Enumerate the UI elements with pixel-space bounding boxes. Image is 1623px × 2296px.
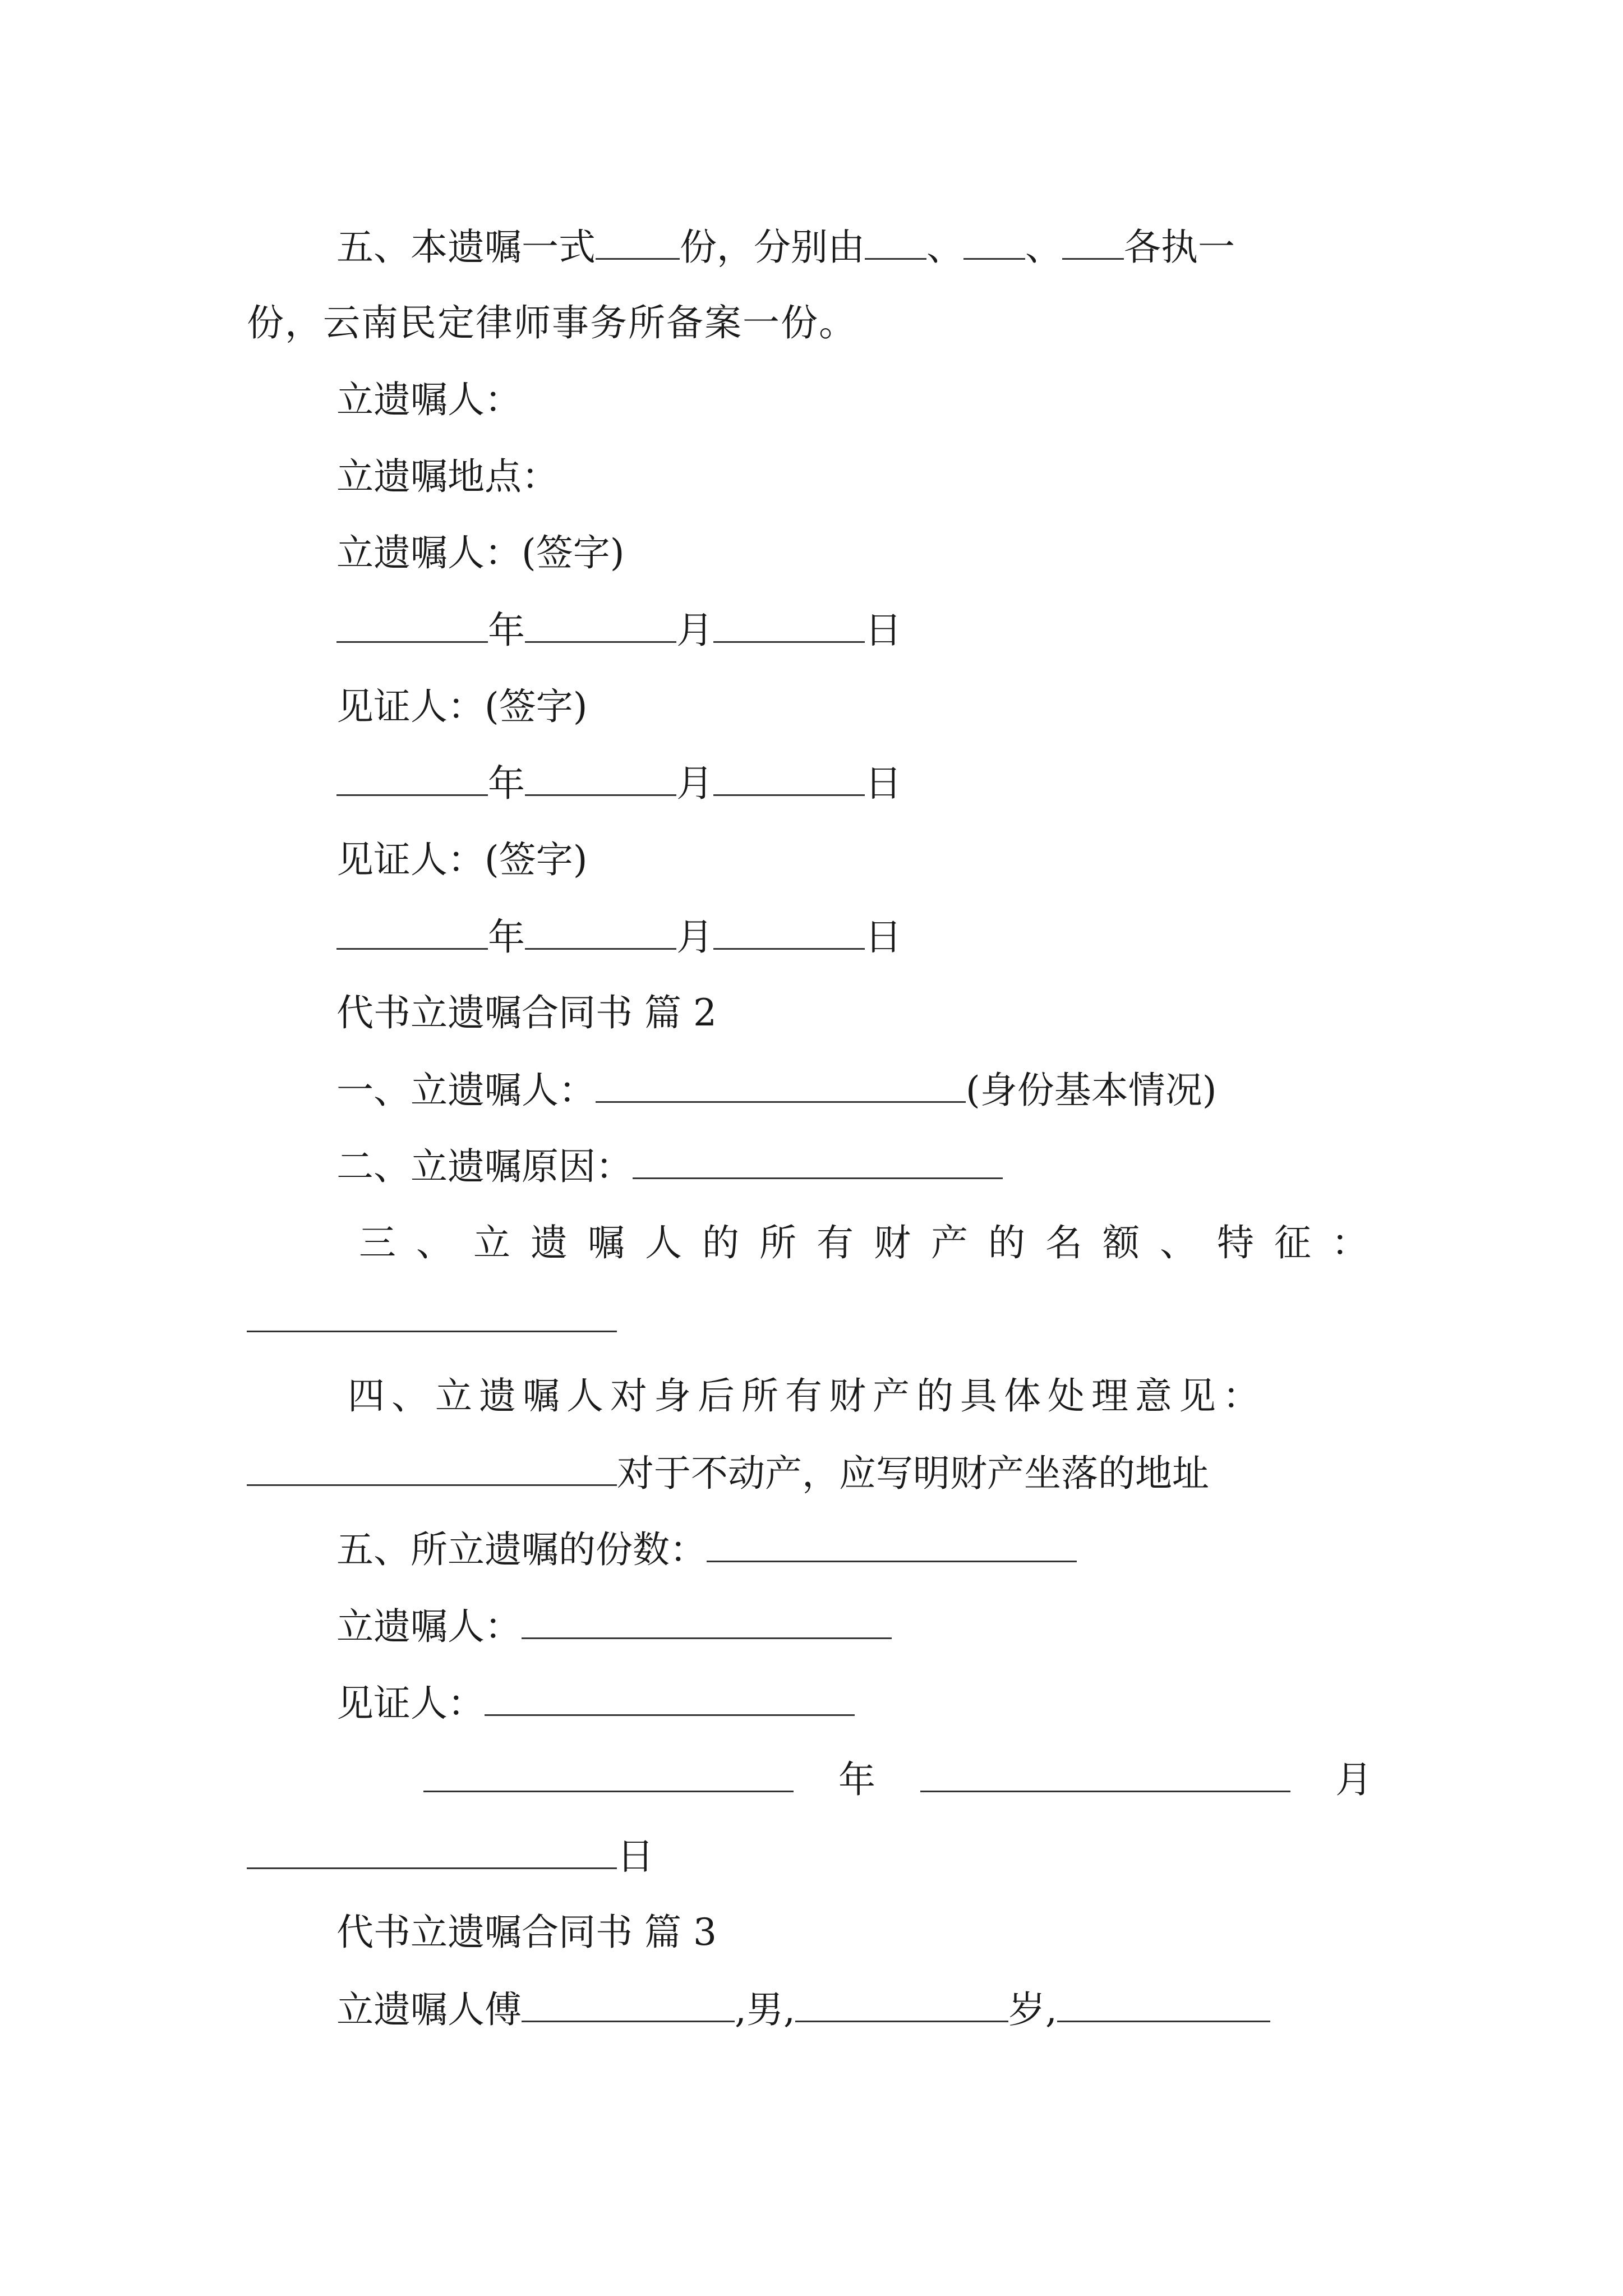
text: 五、所立遗嘱的份数： bbox=[336, 1528, 707, 1571]
clause-five-line1 bbox=[336, 224, 1235, 270]
day-label: 日 bbox=[865, 762, 902, 805]
date-line bbox=[336, 761, 902, 806]
date-line-wide bbox=[423, 1757, 1372, 1802]
date-line bbox=[336, 914, 902, 960]
blank bbox=[920, 1757, 1290, 1792]
month-label: 月 bbox=[676, 915, 713, 959]
witness-sign: 见证人：(签字) bbox=[336, 685, 588, 728]
month-label: 月 bbox=[676, 762, 713, 805]
heading-part-2: 代书立遗嘱合同书 篇 2 bbox=[336, 991, 717, 1034]
testator-sign: 立遗嘱人：(签字) bbox=[336, 531, 625, 574]
text: 岁, bbox=[1008, 1988, 1057, 2031]
blank bbox=[247, 1297, 617, 1332]
item-one bbox=[336, 1068, 1217, 1113]
blank bbox=[336, 914, 488, 950]
blank bbox=[713, 608, 865, 643]
item-three: 三、立遗嘱人的所有财产的名额、特征： bbox=[359, 1221, 1389, 1264]
text: 立遗嘱人傅 bbox=[336, 1988, 522, 2031]
blank bbox=[707, 1527, 1077, 1562]
text: 二、立遗嘱原因： bbox=[336, 1145, 633, 1188]
date-line-wide-day bbox=[247, 1834, 654, 1879]
blank bbox=[596, 1068, 966, 1103]
blank bbox=[247, 1451, 617, 1486]
text: 份，分别由 bbox=[680, 226, 865, 269]
blank bbox=[525, 608, 676, 643]
blank bbox=[522, 1604, 892, 1639]
year-label: 年 bbox=[488, 915, 525, 959]
text: 、 bbox=[926, 226, 963, 269]
text: ,男, bbox=[735, 1988, 795, 2031]
item-four-line2 bbox=[247, 1451, 1209, 1496]
blank bbox=[963, 224, 1025, 260]
blank bbox=[336, 761, 488, 796]
testator-line bbox=[336, 1604, 892, 1649]
blank bbox=[1062, 224, 1124, 260]
heading-part-3: 代书立遗嘱合同书 篇 3 bbox=[336, 1911, 717, 1954]
date-line bbox=[336, 608, 902, 653]
day-label: 日 bbox=[865, 915, 902, 959]
day-label: 日 bbox=[617, 1835, 654, 1878]
text: 各执一 bbox=[1124, 226, 1235, 269]
day-label: 日 bbox=[865, 609, 902, 652]
blank bbox=[713, 914, 865, 950]
witness-sign: 见证人：(签字) bbox=[336, 838, 588, 881]
blank bbox=[633, 1144, 1003, 1179]
testator-label: 立遗嘱人： bbox=[336, 378, 522, 421]
text: 、 bbox=[1025, 226, 1062, 269]
blank bbox=[423, 1757, 794, 1792]
blank bbox=[865, 224, 926, 260]
place-label: 立遗嘱地点： bbox=[336, 455, 559, 498]
item-three-blank bbox=[247, 1297, 617, 1342]
text: 一、立遗嘱人： bbox=[336, 1069, 596, 1112]
year-label: 年 bbox=[488, 609, 525, 652]
blank bbox=[713, 761, 865, 796]
blank bbox=[795, 1987, 1008, 2022]
witness-line bbox=[336, 1681, 855, 1726]
text: 立遗嘱人： bbox=[336, 1605, 522, 1648]
text: (身份基本情况) bbox=[966, 1069, 1217, 1112]
part-three-line1 bbox=[336, 1987, 1270, 2032]
clause-five-line2: 份，云南民定律师事务所备案一份。 bbox=[247, 301, 857, 344]
year-label: 年 bbox=[488, 762, 525, 805]
item-two bbox=[336, 1144, 1003, 1189]
blank bbox=[336, 608, 488, 643]
text: 五、本遗嘱一式 bbox=[336, 226, 596, 269]
blank bbox=[485, 1681, 855, 1716]
item-four: 四、立遗嘱人对身后所有财产的具体处理意见： bbox=[348, 1374, 1266, 1418]
blank bbox=[247, 1834, 617, 1869]
text: 对于不动产，应写明财产坐落的地址 bbox=[617, 1452, 1209, 1495]
blank bbox=[1057, 1987, 1270, 2022]
item-five bbox=[336, 1527, 1077, 1572]
month-label: 月 bbox=[1335, 1758, 1372, 1801]
text: 见证人： bbox=[336, 1682, 485, 1725]
year-label: 年 bbox=[838, 1758, 875, 1801]
month-label: 月 bbox=[676, 609, 713, 652]
blank bbox=[525, 761, 676, 796]
blank bbox=[596, 224, 680, 260]
blank bbox=[522, 1987, 735, 2022]
blank bbox=[525, 914, 676, 950]
